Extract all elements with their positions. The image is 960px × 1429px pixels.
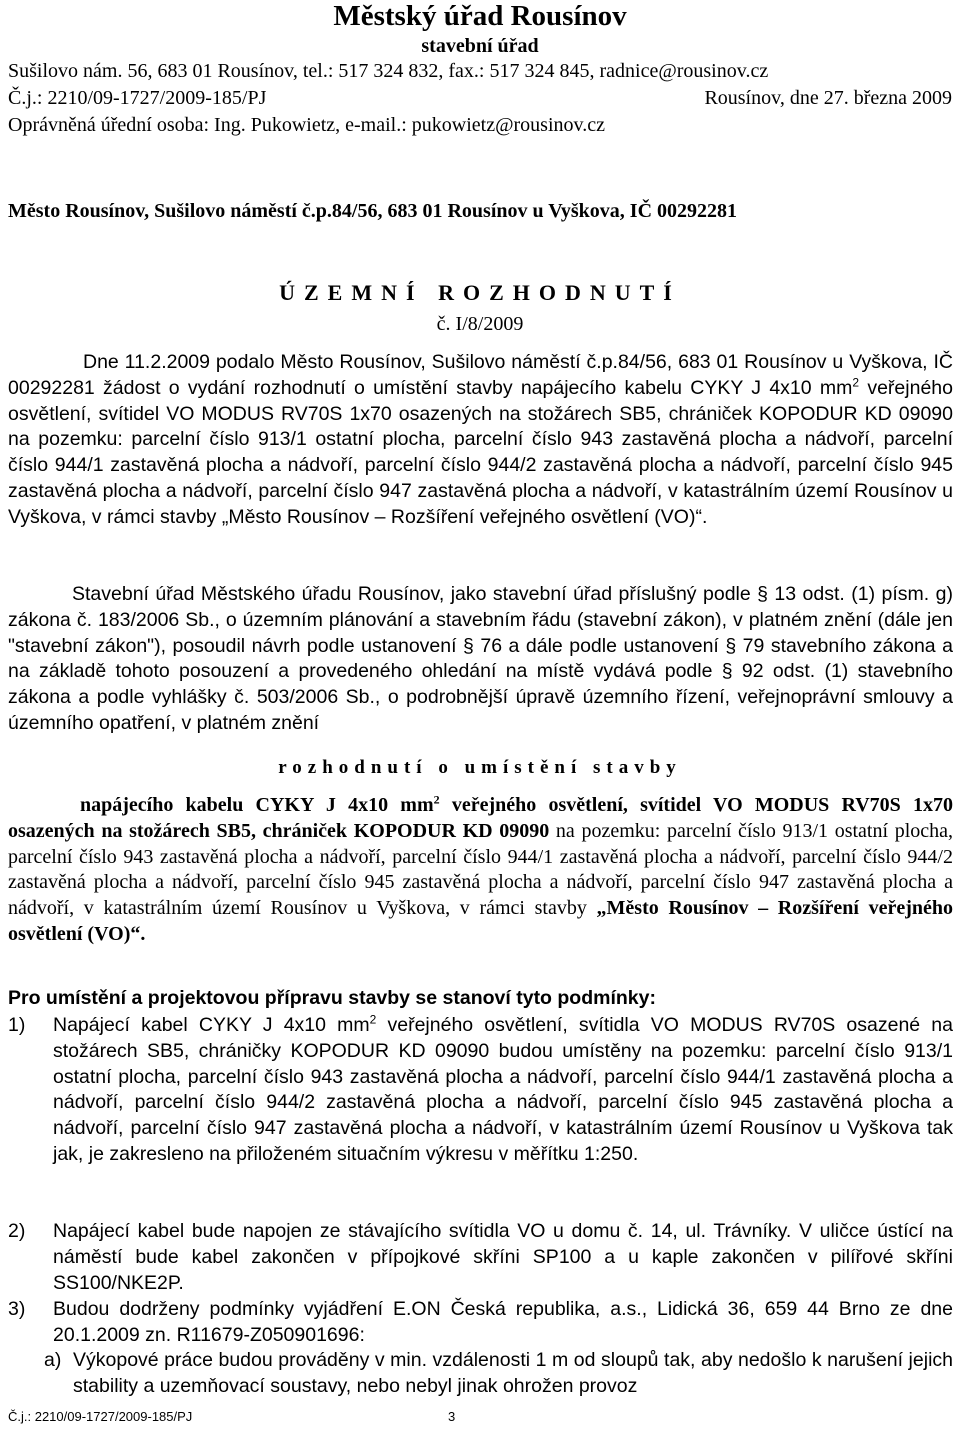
sub-condition-text: Výkopové práce budou prováděny v min. vzdálenosti 1 m od sloupů tak, aby nedošlo k narušení jejich stability a uzemňovací soustavy, nebo nebyl jinak ohrožen provoz [73, 1349, 953, 1397]
decision-sup: 2 [433, 792, 440, 807]
intro-sup: 2 [852, 375, 860, 390]
condition-text-a: Napájecí kabel CYKY J 4x10 mm [53, 1014, 370, 1036]
issue-date: Rousínov, dne 27. března 2009 [704, 87, 952, 109]
addressee: Město Rousínov, Sušilovo náměstí č.p.84/56, 683 01 Rousínov u Vyškova, IČ 00292281 [8, 200, 738, 222]
decision-heading: rozhodnutí o umístění stavby [278, 757, 682, 778]
office-address: Sušilovo nám. 56, 683 01 Rousínov, tel.: 517 324 832, fax.: 517 324 845, radnice@rousinov.cz [8, 60, 769, 82]
condition-item [8, 1013, 953, 1168]
decision-title-text: ÚZEMNÍ ROZHODNUTÍ [279, 280, 681, 305]
sub-condition-letter: a) [44, 1349, 62, 1371]
condition-number: 3) [8, 1298, 26, 1320]
authorized-official: Oprávněná úřední osoba: Ing. Pukowietz, e-mail.: pukowietz@rousinov.cz [8, 114, 605, 136]
sub-condition-item [8, 1348, 953, 1400]
condition-sup: 2 [369, 1012, 377, 1027]
intro-paragraph [8, 350, 953, 531]
authority-paragraph: Stavební úřad Městského úřadu Rousínov, jako stavební úřad příslušný podle § 13 odst. (1) písm. g) zákona č. 183/2006 Sb., o územním plánování a stavebním řádu (stavební zákon), v platném znění (dále jen "stavební zákon"), posoudil návrh podle ustanovení § 76 a dále podle ustanovení § 79 stavebního zákona a na základě tohoto posouzení a provedeného ohledání na místě vydává podle § 92 odst. (1) stavebního zákona a podle vyhlášky č. 503/2006 Sb., o podrobnější úpravě územního řízení, veřejnoprávní smlouvy a územního opatření, v platném znění [8, 583, 953, 734]
decision-normal: na pozemku: parcelní číslo 913/1 ostatní plocha, parcelní číslo 943 zastavěná plocha a nádvoří, parcelní číslo 944/1 zastavěná plocha a nádvoří, parcelní číslo 944/2 zastavěná plocha a nádvoří, parcelní číslo 945 zastavěná plocha a nádvoří, parcelní číslo 947 zastavěná plocha a nádvoří, v katastrálním území Rousínov u Vyškova, v rámci stavby [8, 819, 954, 920]
condition-number: 1) [8, 1014, 26, 1036]
condition-item [8, 1219, 953, 1296]
condition-item [8, 1297, 953, 1349]
conditions-heading: Pro umístění a projektovou přípravu stavby se stanoví tyto podmínky: [8, 987, 656, 1009]
department-title: stavební úřad [421, 35, 539, 57]
decision-bold-2: veřejného osvětlení, svítidel VO MODUS RV70S 1x70 osazených na stožárech SB5, chrániček KOPODUR KD 09090 [8, 794, 953, 842]
decision-bold-1: napájecího kabelu CYKY J 4x10 mm [80, 794, 434, 816]
intro-text-2: veřejného osvětlení, svítidel VO MODUS RV70S 1x70 osazených na stožárech SB5, chrániček KOPODUR KD 09090 na pozemku: parcelní číslo 913/1 ostatní plocha, parcelní číslo 943 zastavěná plocha a nádvoří, parcelní číslo 944/1 zastavěná plocha a nádvoří, parcelní číslo 944/2 zastavěná plocha a nádvoří, parcelní číslo 945 zastavěná plocha a nádvoří, parcelní číslo 947 zastavěná plocha a nádvoří, v katastrálním území Rousínov u Vyškova, v rámci stavby „Město Rousínov – Rozšíření veřejného osvětlení (VO)“. [8, 376, 953, 528]
footer-reference: Č.j.: 2210/09-1727/2009-185/PJ [8, 1409, 193, 1424]
decision-number: č. I/8/2009 [436, 313, 524, 335]
condition-text: Napájecí kabel bude napojen ze stávajícího svítidla VO u domu č. 14, ul. Trávníky. V uličce ústící na náměstí bude kabel zakončen v přípojkové skříni SP100 a u kaple zakončen v pilířové skříni SS100/NKE2P. [53, 1220, 953, 1294]
condition-text [53, 1013, 953, 1168]
condition-text-b: veřejného osvětlení, svítidla VO MODUS RV70S osazené na stožárech SB5, chráničky KOPODUR KD 09090 budou umístěny na pozemku: parcelní číslo 913/1 ostatní plocha, parcelní číslo 943 zastavěná plocha a nádvoří, parcelní číslo 944/1 zastavěná plocha a nádvoří, parcelní číslo 944/2 zastavěná plocha a nádvoří, parcelní číslo 945 zastavěná plocha a nádvoří, parcelní číslo 947 zastavěná plocha a nádvoří, v katastrálním území Rousínov u Vyškova tak jak, je zakresleno na přiloženém situačním výkresu v měřítku 1:250. [53, 1014, 953, 1165]
reference-number: Č.j.: 2210/09-1727/2009-185/PJ [8, 87, 267, 109]
office-title: Městský úřad Rousínov [333, 0, 627, 32]
decision-paragraph [8, 793, 953, 948]
page-number: 3 [448, 1409, 456, 1424]
decision-bold-3: „Město Rousínov – Rozšíření veřejného osvětlení (VO)“. [8, 897, 953, 945]
decision-title [0, 280, 960, 306]
condition-text: Budou dodrženy podmínky vyjádření E.ON Česká republika, a.s., Lidická 36, 659 44 Brno ze dne 20.1.2009 zn. R11679-Z050901696: [53, 1298, 953, 1346]
condition-number: 2) [8, 1220, 26, 1242]
intro-text-1: Dne 11.2.2009 podalo Město Rousínov, Sušilovo náměstí č.p.84/56, 683 01 Rousínov u Vyškova, IČ 00292281 žádost o vydání rozhodnutí o umístění stavby napájecího kabelu CYKY J 4x10 mm [8, 351, 953, 399]
